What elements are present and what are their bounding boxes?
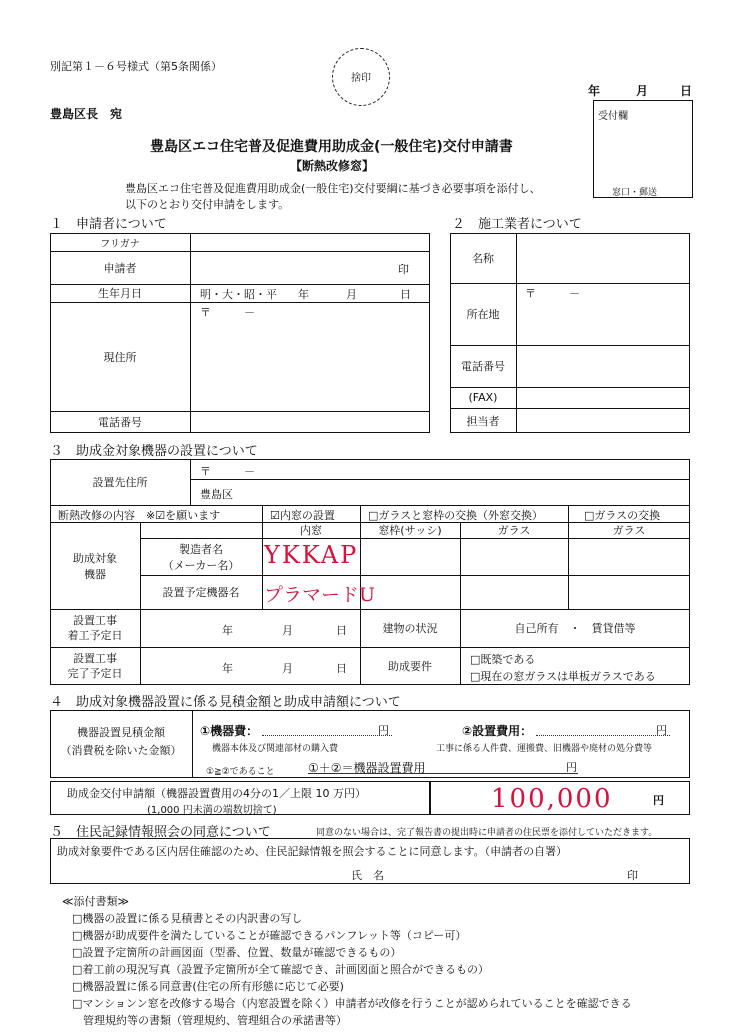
building-label: 建物の状況 (382, 622, 438, 635)
section1-title: １ 申請者について (50, 217, 167, 232)
start-month: 月 (282, 624, 293, 637)
estimate-label: 機器設置見積金額 (77, 726, 165, 739)
attachment-item: □着工前の現況写真（設置予定箇所が全て確認でき、計画図面と照合ができるもの） (72, 963, 489, 976)
reception-method: 窓口・郵送 (612, 188, 658, 198)
attachment-item: □機器が助成要件を満たしていることが確認できるパンフレット等（コピー可） (72, 929, 467, 942)
contractor-postal: 〒 － (525, 287, 580, 300)
consent-box (50, 838, 690, 884)
contractor-phone-label: 電話番号 (461, 360, 505, 373)
addressee: 豊島区長 宛 (50, 107, 123, 121)
col-glass-1: ガラス (497, 524, 531, 537)
attachment-item: □マンションン窓を改修する場合（内窓設置を除く）申請者が改修を行うことが認められていることを確認できる (72, 997, 632, 1010)
contractor-fax-label: (FAX) (468, 391, 498, 404)
consent-seal: 印 (627, 869, 638, 882)
furigana-label: フリガナ (100, 238, 140, 250)
section5-note: 同意のない場合は、完了報告書の提出時に申請者の住民票を添付していただきます。 (316, 828, 658, 838)
attachment-item: □機器設置に係る同意書(住宅の所有形態に応じて必要) (72, 980, 344, 993)
model-value[interactable]: プラマードU (264, 584, 376, 606)
reception-title: 受付欄 (598, 111, 628, 122)
page-subtitle: 【断熱改修窓】 (290, 159, 375, 173)
cost-sum-yen: 円 (566, 761, 577, 774)
discard-seal (332, 48, 390, 106)
col-inner-window: 内窓 (300, 524, 322, 537)
col-glass-2: ガラス (612, 524, 646, 537)
cost-sum-label: ①＋②＝機器設置費用 (308, 761, 426, 775)
apply-amount-value[interactable]: 100,000 (491, 784, 613, 814)
equipment-cost-note: 機器本体及び関連部材の購入費 (212, 744, 339, 754)
birth-era: 明・大・昭・平 (200, 288, 277, 301)
section3-title: ３ 助成金対象機器の設置について (50, 444, 258, 459)
intro-line-2: 以下のとおり交付申請をします。 (125, 198, 290, 211)
section4-title: ４ 助成対象機器設置に係る見積金額と助成申請額について (50, 695, 401, 710)
applicant-seal: 印 (398, 263, 409, 276)
seal-label: 捨印 (351, 73, 371, 84)
maker-label: 製造者名 （メーカー名） (162, 542, 240, 572)
page-title: 豊島区エコ住宅普及促進費用助成金(一般住宅)交付申請書 (150, 139, 513, 155)
model-label: 設置予定機器名 (162, 586, 240, 599)
start-day: 日 (336, 624, 347, 637)
option-frame-exchange[interactable]: □ガラスと窓枠の交換（外窓交換） (368, 509, 544, 522)
estimate-sublabel: （消費税を除いた金額） (60, 744, 182, 757)
cost-condition: ①≧②であること (206, 767, 275, 777)
requirement-single-glass[interactable]: □現在の窓ガラスは単板ガラスである (470, 670, 656, 683)
end-year: 年 (222, 662, 233, 675)
apply-amount-yen: 円 (653, 794, 664, 807)
start-year: 年 (222, 624, 233, 637)
equipment-cost-label: ①機器費： (200, 724, 259, 738)
attachment-item: 管理規約等の書類（管理規約、管理組合の承諾書等） (72, 1014, 347, 1027)
install-address-label: 設置先住所 (92, 476, 148, 489)
requirement-existing[interactable]: □既築である (470, 653, 536, 666)
phone-label: 電話番号 (98, 416, 142, 429)
col-frame: 窓枠(サッシ) (378, 524, 442, 537)
install-cost-label: ②設置費用： (462, 724, 533, 738)
maker-value[interactable]: YKKAP (264, 541, 359, 569)
address-label: 現住所 (103, 350, 137, 364)
date-month: 月 (636, 84, 649, 98)
applicant-label: 申請者 (103, 261, 137, 275)
equipment-cost-yen: 円 (378, 724, 389, 737)
section2-title: ２ 施工業者について (452, 217, 582, 232)
install-ward: 豊島区 (200, 488, 233, 501)
apply-amount-sublabel: (1,000 円未満の端数切捨て) (147, 805, 277, 816)
apply-label-box (50, 781, 430, 815)
date-year: 年 (588, 84, 601, 98)
option-glass-exchange[interactable]: □ガラスの交換 (584, 509, 661, 522)
end-month: 月 (282, 662, 293, 675)
install-cost-yen: 円 (656, 724, 667, 737)
birth-label: 生年月日 (98, 287, 142, 300)
attachments-title: ≪添付書類≫ (62, 895, 130, 908)
install-cost-note: 工事に係る人件費、運搬費、旧機器や廃材の処分費等 (436, 744, 653, 754)
option-inner-window[interactable]: ☑内窓の設置 (270, 509, 335, 522)
intro-line-1: 豊島区エコ住宅普及促進費用助成金(一般住宅)交付要綱に基づき必要事項を添付し、 (125, 182, 541, 195)
requirement-label: 助成要件 (388, 660, 432, 673)
end-day: 日 (336, 662, 347, 675)
attachment-item: □機器の設置に係る見積書とその内訳書の写し (72, 912, 303, 925)
end-date-label: 設置工事 完了予定日 (67, 651, 123, 680)
apply-amount-label: 助成金交付申請額（機器設置費用の4分の1／上限 10 万円） (67, 787, 366, 800)
apply-amount-box (430, 781, 690, 815)
date-day: 日 (680, 84, 693, 98)
contractor-person-label: 担当者 (466, 414, 500, 428)
address-postal: 〒 － (200, 306, 255, 319)
attachment-item: □設置予定箇所の計画図面（型番、位置、数量が確認できるもの） (72, 946, 402, 959)
contractor-address-label: 所在地 (466, 308, 500, 321)
section5-title: ５ 住民記録情報照会の同意について (50, 825, 271, 840)
install-postal: 〒 － (200, 465, 255, 478)
birth-year: 年 (298, 288, 309, 301)
form-id: 別記第１－６号様式（第5条関係） (50, 60, 222, 73)
building-value: 自己所有 ・ 賃貸借等 (514, 622, 636, 635)
consent-text: 助成対象要件である区内居住確認のため、住民記録情報を照会することに同意します。（申請者の自署） (57, 845, 568, 858)
work-content-label: 断熱改修の内容 ※☑を願います (58, 509, 221, 522)
start-date-label: 設置工事 着工予定日 (67, 613, 123, 642)
consent-name-label: 氏 名 (351, 869, 384, 882)
reception-box (593, 100, 693, 198)
birth-day: 日 (400, 288, 411, 301)
equipment-label: 助成対象 機器 (73, 551, 117, 581)
birth-month: 月 (346, 288, 357, 301)
contractor-name-label: 名称 (472, 252, 494, 265)
